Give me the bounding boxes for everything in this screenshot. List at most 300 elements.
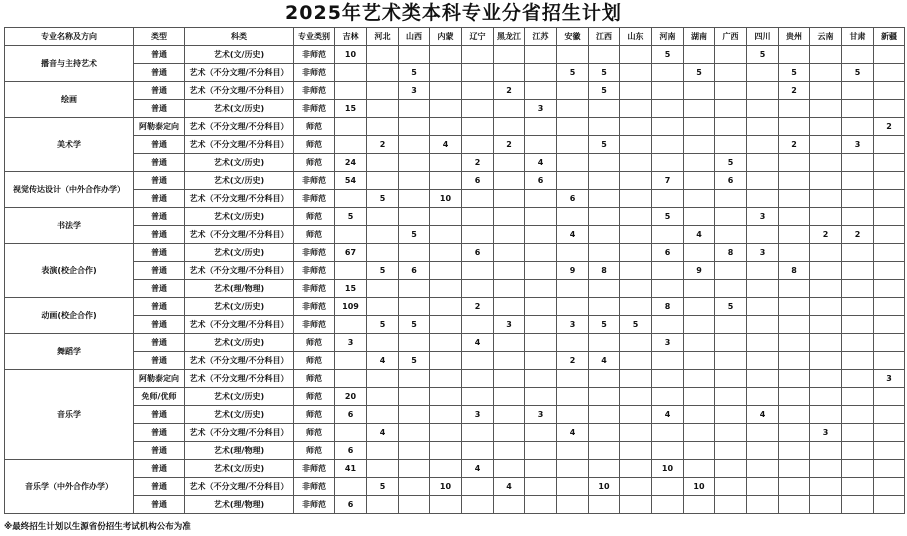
quota-cell: 6 — [525, 172, 557, 190]
quota-cell — [462, 82, 494, 100]
quota-cell: 20 — [335, 388, 367, 406]
quota-cell — [525, 136, 557, 154]
quota-cell — [684, 118, 715, 136]
quota-cell — [462, 136, 494, 154]
subject-category: 艺术（不分文理/不分科目） — [185, 424, 294, 442]
quota-cell: 6 — [652, 244, 684, 262]
quota-cell — [399, 136, 430, 154]
quota-cell — [399, 478, 430, 496]
quota-cell — [874, 424, 905, 442]
quota-cell — [747, 460, 779, 478]
quota-cell — [874, 262, 905, 280]
quota-cell — [335, 82, 367, 100]
quota-cell: 10 — [684, 478, 715, 496]
quota-cell — [525, 190, 557, 208]
quota-cell — [652, 136, 684, 154]
quota-cell — [335, 118, 367, 136]
major-category: 师范 — [294, 154, 335, 172]
quota-cell — [589, 424, 620, 442]
quota-cell — [525, 334, 557, 352]
quota-cell — [684, 190, 715, 208]
quota-cell — [589, 244, 620, 262]
quota-cell — [557, 136, 589, 154]
enroll-type: 普通 — [134, 226, 185, 244]
major-category: 师范 — [294, 442, 335, 460]
quota-cell — [430, 442, 462, 460]
quota-cell — [494, 244, 525, 262]
quota-cell — [620, 208, 652, 226]
quota-cell — [715, 46, 747, 64]
quota-cell: 2 — [779, 136, 810, 154]
quota-cell — [525, 118, 557, 136]
quota-cell — [462, 478, 494, 496]
quota-cell — [557, 208, 589, 226]
quota-cell — [684, 82, 715, 100]
enroll-type: 普通 — [134, 496, 185, 514]
quota-cell: 6 — [715, 172, 747, 190]
quota-cell — [715, 496, 747, 514]
quota-cell — [589, 442, 620, 460]
quota-cell — [620, 262, 652, 280]
quota-cell — [367, 370, 399, 388]
quota-cell — [462, 388, 494, 406]
quota-cell — [874, 46, 905, 64]
subject-category: 艺术(文/历史) — [185, 154, 294, 172]
quota-cell: 5 — [842, 64, 874, 82]
quota-cell — [684, 280, 715, 298]
quota-cell — [747, 82, 779, 100]
quota-cell: 3 — [525, 100, 557, 118]
quota-cell — [399, 46, 430, 64]
header-subject: 科类 — [185, 28, 294, 46]
subject-category: 艺术（不分文理/不分科目） — [185, 352, 294, 370]
quota-cell: 3 — [874, 370, 905, 388]
quota-cell — [557, 82, 589, 100]
quota-cell — [430, 352, 462, 370]
quota-cell — [874, 406, 905, 424]
enroll-type: 普通 — [134, 46, 185, 64]
quota-cell — [779, 388, 810, 406]
quota-cell — [747, 172, 779, 190]
major-name: 播音与主持艺术 — [5, 46, 134, 82]
quota-cell — [652, 226, 684, 244]
quota-cell: 9 — [557, 262, 589, 280]
quota-cell — [810, 208, 842, 226]
quota-cell — [399, 406, 430, 424]
quota-cell — [589, 154, 620, 172]
table-row — [5, 370, 905, 388]
quota-cell: 5 — [684, 64, 715, 82]
quota-cell — [494, 172, 525, 190]
quota-cell: 2 — [367, 136, 399, 154]
quota-cell — [842, 46, 874, 64]
quota-cell — [494, 46, 525, 64]
quota-cell — [842, 496, 874, 514]
quota-cell: 3 — [842, 136, 874, 154]
quota-cell: 5 — [715, 298, 747, 316]
quota-cell: 24 — [335, 154, 367, 172]
quota-cell: 4 — [494, 478, 525, 496]
enrollment-plan-table — [4, 27, 905, 514]
enroll-type: 普通 — [134, 280, 185, 298]
quota-cell — [810, 244, 842, 262]
quota-cell — [367, 100, 399, 118]
table-row — [5, 172, 905, 190]
header-province: 新疆 — [874, 28, 905, 46]
quota-cell: 10 — [589, 478, 620, 496]
quota-cell — [462, 370, 494, 388]
header-row — [5, 28, 905, 46]
quota-cell: 5 — [335, 208, 367, 226]
quota-cell: 7 — [652, 172, 684, 190]
quota-cell: 4 — [525, 154, 557, 172]
quota-cell: 5 — [652, 46, 684, 64]
quota-cell — [684, 208, 715, 226]
quota-cell — [842, 334, 874, 352]
quota-cell — [810, 442, 842, 460]
table-row — [5, 280, 905, 298]
quota-cell — [715, 262, 747, 280]
quota-cell — [842, 280, 874, 298]
quota-cell: 6 — [399, 262, 430, 280]
quota-cell — [842, 298, 874, 316]
quota-cell — [367, 460, 399, 478]
quota-cell — [367, 154, 399, 172]
quota-cell: 54 — [335, 172, 367, 190]
quota-cell — [494, 424, 525, 442]
quota-cell — [557, 172, 589, 190]
quota-cell — [557, 370, 589, 388]
quota-cell — [715, 82, 747, 100]
quota-cell — [842, 388, 874, 406]
enroll-type: 普通 — [134, 424, 185, 442]
quota-cell — [399, 388, 430, 406]
table-row — [5, 154, 905, 172]
header-province: 山东 — [620, 28, 652, 46]
quota-cell — [810, 478, 842, 496]
quota-cell — [810, 298, 842, 316]
header-province: 吉林 — [335, 28, 367, 46]
quota-cell — [684, 388, 715, 406]
quota-cell — [494, 262, 525, 280]
quota-cell — [494, 64, 525, 82]
quota-cell — [747, 496, 779, 514]
quota-cell — [842, 244, 874, 262]
quota-cell: 109 — [335, 298, 367, 316]
quota-cell — [874, 442, 905, 460]
quota-cell — [589, 100, 620, 118]
quota-cell — [747, 478, 779, 496]
quota-cell — [367, 406, 399, 424]
quota-cell — [335, 64, 367, 82]
quota-cell — [430, 262, 462, 280]
quota-cell — [842, 154, 874, 172]
subject-category: 艺术（不分文理/不分科目） — [185, 118, 294, 136]
quota-cell — [779, 352, 810, 370]
quota-cell — [525, 478, 557, 496]
quota-cell: 9 — [684, 262, 715, 280]
quota-cell — [715, 316, 747, 334]
enroll-type: 阿勒泰定向 — [134, 118, 185, 136]
quota-cell — [399, 280, 430, 298]
quota-cell: 8 — [715, 244, 747, 262]
major-name: 舞蹈学 — [5, 334, 134, 370]
major-name: 绘画 — [5, 82, 134, 118]
table-row — [5, 424, 905, 442]
quota-cell — [684, 100, 715, 118]
quota-cell — [842, 406, 874, 424]
major-category: 非师范 — [294, 190, 335, 208]
quota-cell — [874, 334, 905, 352]
quota-cell — [842, 478, 874, 496]
subject-category: 艺术（不分文理/不分科目） — [185, 262, 294, 280]
quota-cell — [494, 334, 525, 352]
quota-cell — [367, 496, 399, 514]
quota-cell — [715, 64, 747, 82]
quota-cell — [747, 226, 779, 244]
quota-cell — [399, 442, 430, 460]
table-row — [5, 442, 905, 460]
major-category: 非师范 — [294, 280, 335, 298]
quota-cell — [652, 82, 684, 100]
quota-cell: 5 — [399, 226, 430, 244]
quota-cell — [620, 478, 652, 496]
quota-cell — [620, 82, 652, 100]
quota-cell — [652, 100, 684, 118]
quota-cell: 5 — [367, 316, 399, 334]
quota-cell — [399, 496, 430, 514]
quota-cell — [399, 298, 430, 316]
enroll-type: 普通 — [134, 82, 185, 100]
quota-cell: 5 — [589, 82, 620, 100]
quota-cell — [715, 208, 747, 226]
quota-cell — [494, 460, 525, 478]
quota-cell: 5 — [652, 208, 684, 226]
quota-cell — [684, 406, 715, 424]
quota-cell: 10 — [430, 478, 462, 496]
quota-cell — [494, 118, 525, 136]
quota-cell — [874, 136, 905, 154]
table-row — [5, 118, 905, 136]
quota-cell — [557, 280, 589, 298]
quota-cell: 5 — [715, 154, 747, 172]
quota-cell — [525, 352, 557, 370]
header-province: 内蒙 — [430, 28, 462, 46]
enroll-type: 普通 — [134, 460, 185, 478]
quota-cell: 3 — [462, 406, 494, 424]
table-row — [5, 226, 905, 244]
quota-cell — [810, 496, 842, 514]
major-category: 师范 — [294, 424, 335, 442]
quota-cell: 3 — [652, 334, 684, 352]
quota-cell — [335, 262, 367, 280]
quota-cell — [462, 316, 494, 334]
quota-cell — [652, 262, 684, 280]
quota-cell: 2 — [462, 154, 494, 172]
quota-cell: 3 — [557, 316, 589, 334]
quota-cell — [620, 136, 652, 154]
header-province: 山西 — [399, 28, 430, 46]
major-category: 师范 — [294, 136, 335, 154]
subject-category: 艺术(文/历史) — [185, 100, 294, 118]
quota-cell — [842, 262, 874, 280]
quota-cell — [779, 46, 810, 64]
enroll-type: 普通 — [134, 316, 185, 334]
quota-cell — [494, 442, 525, 460]
quota-cell — [462, 352, 494, 370]
quota-cell: 6 — [335, 496, 367, 514]
major-category: 师范 — [294, 334, 335, 352]
quota-cell — [399, 100, 430, 118]
major-name: 美术学 — [5, 118, 134, 172]
quota-cell — [557, 334, 589, 352]
header-province: 甘肃 — [842, 28, 874, 46]
quota-cell — [747, 370, 779, 388]
quota-cell: 4 — [684, 226, 715, 244]
subject-category: 艺术(文/历史) — [185, 46, 294, 64]
quota-cell: 4 — [367, 352, 399, 370]
quota-cell — [589, 496, 620, 514]
quota-cell — [367, 208, 399, 226]
quota-cell — [430, 118, 462, 136]
quota-cell — [557, 46, 589, 64]
quota-cell — [462, 442, 494, 460]
quota-cell — [779, 244, 810, 262]
table-row — [5, 334, 905, 352]
quota-cell: 15 — [335, 100, 367, 118]
subject-category: 艺术(文/历史) — [185, 406, 294, 424]
quota-cell — [779, 316, 810, 334]
table-row — [5, 478, 905, 496]
quota-cell — [810, 172, 842, 190]
quota-cell — [842, 370, 874, 388]
table-row — [5, 388, 905, 406]
quota-cell — [525, 298, 557, 316]
quota-cell — [335, 190, 367, 208]
quota-cell — [684, 298, 715, 316]
quota-cell — [715, 352, 747, 370]
header-province: 广西 — [715, 28, 747, 46]
quota-cell — [494, 298, 525, 316]
quota-cell — [747, 280, 779, 298]
quota-cell — [620, 244, 652, 262]
quota-cell — [842, 208, 874, 226]
table-row — [5, 460, 905, 478]
quota-cell — [874, 82, 905, 100]
quota-cell — [715, 190, 747, 208]
enroll-type: 普通 — [134, 64, 185, 82]
quota-cell — [715, 478, 747, 496]
quota-cell — [335, 316, 367, 334]
quota-cell — [747, 334, 779, 352]
quota-cell: 4 — [430, 136, 462, 154]
header-province: 贵州 — [779, 28, 810, 46]
quota-cell: 5 — [367, 478, 399, 496]
quota-cell — [779, 154, 810, 172]
quota-cell: 2 — [810, 226, 842, 244]
quota-cell — [494, 100, 525, 118]
subject-category: 艺术（不分文理/不分科目） — [185, 478, 294, 496]
quota-cell — [557, 442, 589, 460]
quota-cell: 4 — [367, 424, 399, 442]
quota-cell — [525, 280, 557, 298]
quota-cell — [589, 406, 620, 424]
quota-cell — [779, 334, 810, 352]
quota-cell — [652, 154, 684, 172]
quota-cell — [684, 496, 715, 514]
quota-cell — [367, 388, 399, 406]
header-name: 专业名称及方向 — [5, 28, 134, 46]
enroll-type: 阿勒泰定向 — [134, 370, 185, 388]
quota-cell — [589, 226, 620, 244]
header-province: 辽宁 — [462, 28, 494, 46]
quota-cell — [525, 226, 557, 244]
quota-cell — [652, 478, 684, 496]
quota-cell — [684, 424, 715, 442]
major-category: 非师范 — [294, 172, 335, 190]
quota-cell: 8 — [779, 262, 810, 280]
quota-cell — [399, 118, 430, 136]
quota-cell — [842, 118, 874, 136]
quota-cell — [874, 478, 905, 496]
quota-cell — [430, 388, 462, 406]
quota-cell — [430, 334, 462, 352]
major-category: 非师范 — [294, 262, 335, 280]
header-province: 四川 — [747, 28, 779, 46]
quota-cell — [367, 244, 399, 262]
quota-cell: 3 — [747, 208, 779, 226]
table-row — [5, 316, 905, 334]
quota-cell — [462, 190, 494, 208]
quota-cell — [335, 478, 367, 496]
quota-cell — [620, 118, 652, 136]
subject-category: 艺术(理/物理) — [185, 280, 294, 298]
quota-cell — [620, 226, 652, 244]
major-name: 动画(校企合作) — [5, 298, 134, 334]
quota-cell — [525, 208, 557, 226]
quota-cell: 8 — [652, 298, 684, 316]
quota-cell — [525, 424, 557, 442]
quota-cell — [462, 280, 494, 298]
quota-cell: 4 — [462, 460, 494, 478]
quota-cell — [684, 316, 715, 334]
quota-cell: 6 — [335, 406, 367, 424]
quota-cell: 2 — [494, 136, 525, 154]
quota-cell — [810, 100, 842, 118]
quota-cell — [684, 352, 715, 370]
quota-cell — [874, 190, 905, 208]
subject-category: 艺术(文/历史) — [185, 172, 294, 190]
quota-cell — [747, 424, 779, 442]
quota-cell — [494, 226, 525, 244]
quota-cell — [620, 280, 652, 298]
quota-cell — [652, 352, 684, 370]
quota-cell: 8 — [589, 262, 620, 280]
quota-cell — [399, 208, 430, 226]
table-row — [5, 208, 905, 226]
quota-cell — [810, 388, 842, 406]
quota-cell — [684, 370, 715, 388]
quota-cell — [399, 244, 430, 262]
quota-cell — [430, 208, 462, 226]
quota-cell — [525, 262, 557, 280]
major-category: 非师范 — [294, 460, 335, 478]
quota-cell — [620, 460, 652, 478]
quota-cell — [462, 100, 494, 118]
page-title: 2025年艺术类本科专业分省招生计划 — [285, 2, 622, 24]
quota-cell — [430, 100, 462, 118]
quota-cell — [684, 460, 715, 478]
